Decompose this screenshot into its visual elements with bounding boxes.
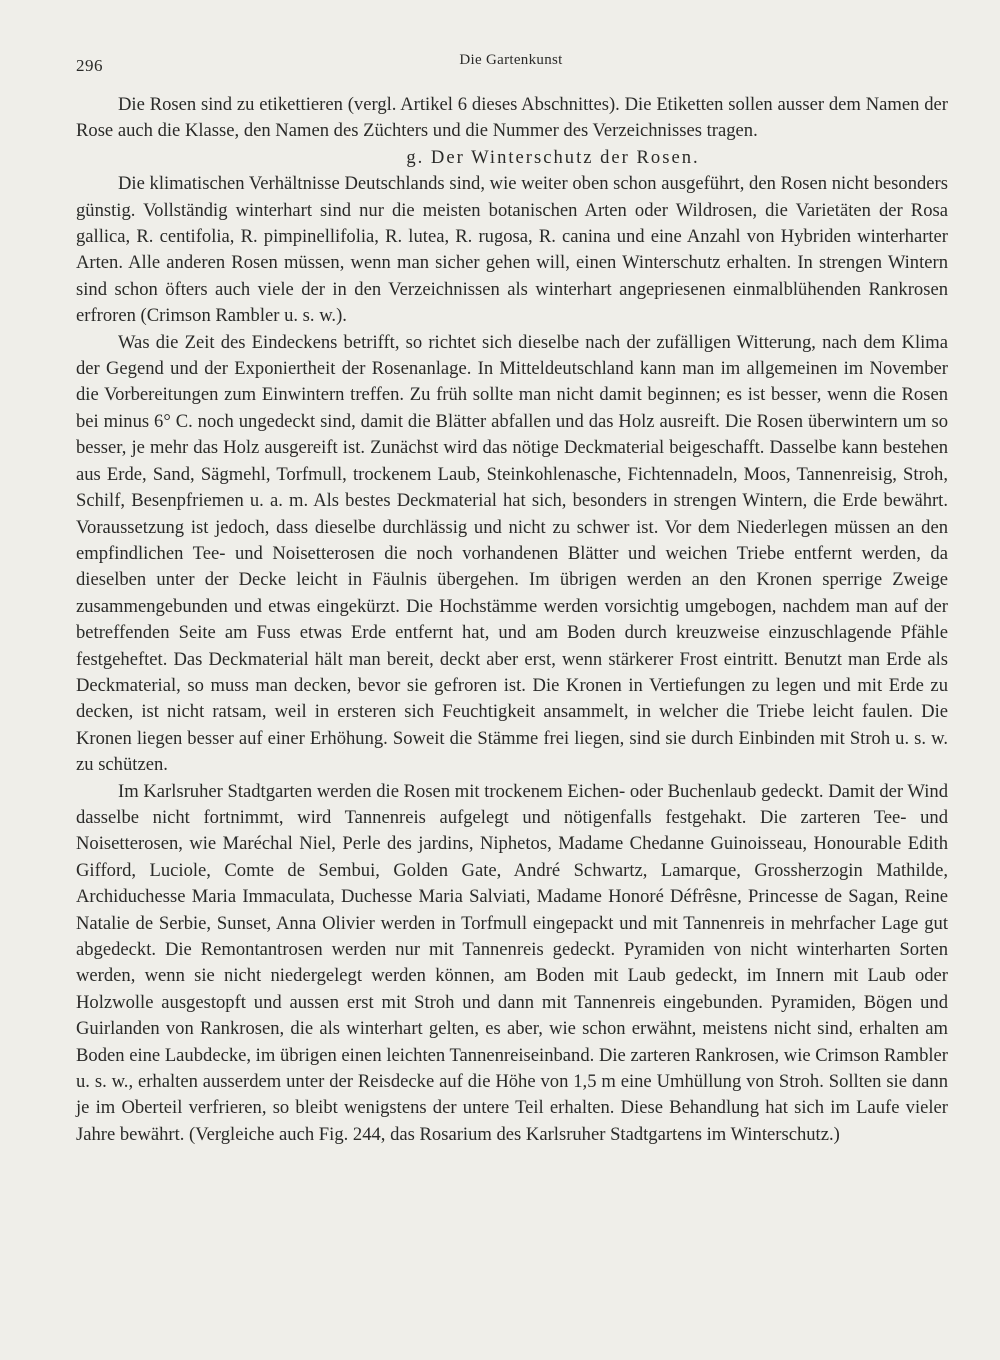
paragraph-labeling: Die Rosen sind zu etikettieren (vergl. Artikel 6 dieses Abschnittes). Die Etiketten sollen ausser dem Namen der Rose auch die Klasse, den Namen des Züchters und die Nummer des Verzeichnisses tragen. (76, 94, 948, 142)
paragraph-timing: Was die Zeit des Eindeckens betrifft, so richtet sich dieselbe nach der zufälligen Witterung, nach dem Klima der Gegend und der Exponiertheit der Rosenanlage. In Mitteldeutschland kann man im allgemeinen im November die Vorbereitungen zum Einwintern treffen. Zu früh sollte man nicht damit beginnen; es ist besser, wenn die Rosen bei minus 6° C. noch ungedeckt sind, damit die Blätter abfallen und das Holz ausreift. Die Rosen überwintern um so besser, je mehr das Holz ausgereift ist. Zunächst wird das nötige Deckmaterial beigeschafft. Dasselbe kann bestehen aus Erde, Sand, Sägmehl, Torfmull, trockenem Laub, Steinkohlenasche, Fichtennadeln, Moos, Tannenreisig, Stroh, Schilf, Besenpfriemen u. a. m. Als bestes Deckmaterial hat sich, besonders in strengen Wintern, die Erde bewährt. Voraussetzung ist jedoch, dass dieselbe durchlässig und nicht zu schwer ist. Vor dem Niederlegen müssen an den empfindlichen Tee- und Noisetterosen die noch vorhandenen Blätter und weichen Triebe entfernt werden, da dieselben unter der Decke leicht in Fäulnis übergehen. Im übrigen werden an den Kronen sperrige Zweige zusammengebunden und etwas eingekürzt. Die Hochstämme werden vorsichtig umgebogen, nachdem man auf der betreffenden Seite am Fuss etwas Erde entfernt hat, und am Boden durch kreuzweise einzuschlagende Pfähle festgeheftet. Das Deckmaterial hält man bereit, deckt aber erst, wenn stärkerer Frost eintritt. Benutzt man Erde als Deckmaterial, so muss man decken, bevor sie gefroren ist. Die Kronen in Vertiefungen zu legen und mit Erde zu decken, ist nicht ratsam, weil in ersteren sich Feuchtigkeit ansammelt, in welcher die Triebe leicht faulen. Die Kronen liegen besser auf einer Erhöhung. Soweit die Stämme frei liegen, sind sie durch Einbinden mit Stroh u. s. w. zu schützen. (76, 331, 948, 776)
body-text (76, 92, 948, 1148)
page-header (76, 52, 946, 76)
paragraph-climate: Die klimatischen Verhältnisse Deutschlands sind, wie weiter oben schon ausgeführt, den Rosen nicht besonders günstig. Vollständig winterhart sind nur die meisten botanischen Arten oder Wildrosen, die Varietäten der Rosa gallica, R. centifolia, R. pimpinellifolia, R. lutea, R. rugosa, R. canina und eine Anzahl von Hybriden winterharter Arten. Alle anderen Rosen müssen, wenn man sicher gehen will, einen Winterschutz erhalten. In strengen Wintern sind schon öfters auch viele der in den Verzeichnissen als winterhart angepriesenen einmalblühenden Rankrosen erfroren (Crimson Rambler u. s. w.). (76, 173, 948, 327)
running-title: Die Gartenkunst (459, 52, 563, 68)
page-number: 296 (76, 56, 103, 75)
paragraph-karlsruhe: Im Karlsruher Stadtgarten werden die Rosen mit trockenem Eichen- oder Buchenlaub gedeckt. Damit der Wind dasselbe nicht fortnimmt, wird Tannenreis aufgelegt und nötigenfalls festgehakt. Die zarteren Tee- und Noisetterosen, wie Maréchal Niel, Perle des jardins, Niphetos, Madame Chedanne Guinoisseau, Honourable Edith Gifford, Luciole, Comte de Sembui, Golden Gate, André Schwartz, Lamarque, Grossherzogin Mathilde, Archiduchesse Maria Immaculata, Duchesse Maria Salviati, Madame Honoré Défrêsne, Princesse de Sagan, Reine Natalie de Serbie, Sunset, Anna Olivier werden in Torfmull eingepackt und mit Tannenreis in mehrfacher Lage gut abgedeckt. Die Remontantrosen werden nur mit Tannenreis gedeckt. Pyramiden von nicht winterharten Sorten werden, wenn sie nicht niedergelegt werden können, am Boden mit Laub gedeckt, im Innern mit Laub oder Holzwolle ausgestopft und aussen erst mit Stroh und dann mit Tannenreis eingebunden. Pyramiden, Bögen und Guirlanden von Rankrosen, die als winterhart gelten, es aber, wie schon erwähnt, meistens nicht sind, erhalten am Boden eine Laubdecke, im übrigen einen leichten Tannenreiseinband. Die zarteren Rankrosen, wie Crimson Rambler u. s. w., erhalten ausserdem unter der Reisdecke auf die Höhe von 1,5 m eine Umhüllung von Stroh. Sollten sie dann je im Oberteil verfrieren, so bleibt wenigstens der untere Teil erhalten. Diese Behandlung hat sich im Laufe vieler Jahre bewährt. (Vergleiche auch Fig. 244, das Rosarium des Karlsruher Stadtgartens im Winterschutz.) (76, 780, 948, 1145)
section-heading: g. Der Winterschutz der Rosen. (406, 146, 700, 168)
